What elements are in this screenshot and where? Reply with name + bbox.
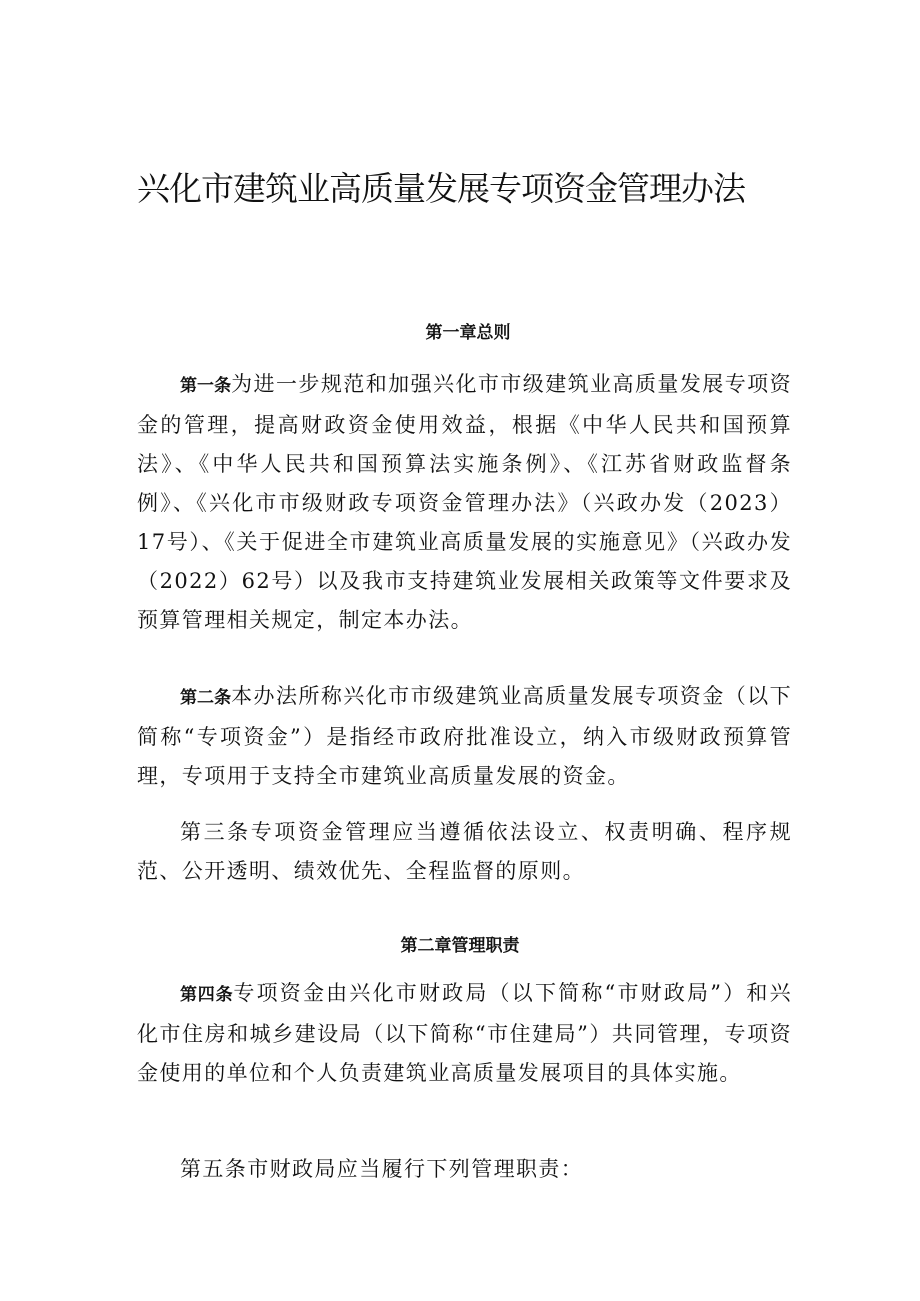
chapter-heading-2: 第二章管理职责 <box>400 936 520 956</box>
article-1-text: 为进一步规范和加强兴化市市级建筑业高质量发展专项资金的管理，提高财政资金使用效益，根据《中华人民共和国预算法》、《中华人民共和国预算法实施条例》、《江苏省财政监督条例》、《兴化市市级财政专项资金管理办法》（兴政办发（2023）17号）、《关于促进全市建筑业高质量发展的实施意见》（兴政办发（2022）62号）以及我市支持建筑业发展相关政策等文件要求及预算管理相关规定，制定本办法。 <box>137 372 793 632</box>
article-2-label: 第二条 <box>180 688 232 708</box>
article-4-label: 第四条 <box>180 985 234 1005</box>
article-1-label: 第一条 <box>180 376 232 396</box>
article-2-text: 本办法所称兴化市市级建筑业高质量发展专项资金（以下简称“专项资金”）是指经市政府批准设立，纳入市级财政预算管理，专项用于支持全市建筑业高质量发展的资金。 <box>137 684 793 788</box>
article-4-text: 专项资金由兴化市财政局（以下简称“市财政局”）和兴化市住房和城乡建设局（以下简称“市住建局”）共同管理，专项资金使用的单位和个人负责建筑业高质量发展项目的具体实施。 <box>137 981 792 1085</box>
article-2 <box>137 677 792 796</box>
article-5 <box>137 1150 792 1189</box>
article-5-text: 市财政局应当履行下列管理职责： <box>247 1157 584 1181</box>
article-1 <box>137 365 792 640</box>
article-4 <box>137 974 792 1093</box>
article-5-label: 第五条 <box>180 1157 248 1181</box>
article-3 <box>137 813 792 891</box>
article-3-text: 专项资金管理应当遵循依法设立、权责明确、程序规范、公开透明、绩效优先、全程监督的原则。 <box>137 820 793 883</box>
chapter-heading-1: 第一章总则 <box>425 323 511 343</box>
document-title: 兴化市建筑业高质量发展专项资金管理办法 <box>137 169 745 208</box>
article-3-label: 第三条 <box>180 820 251 844</box>
